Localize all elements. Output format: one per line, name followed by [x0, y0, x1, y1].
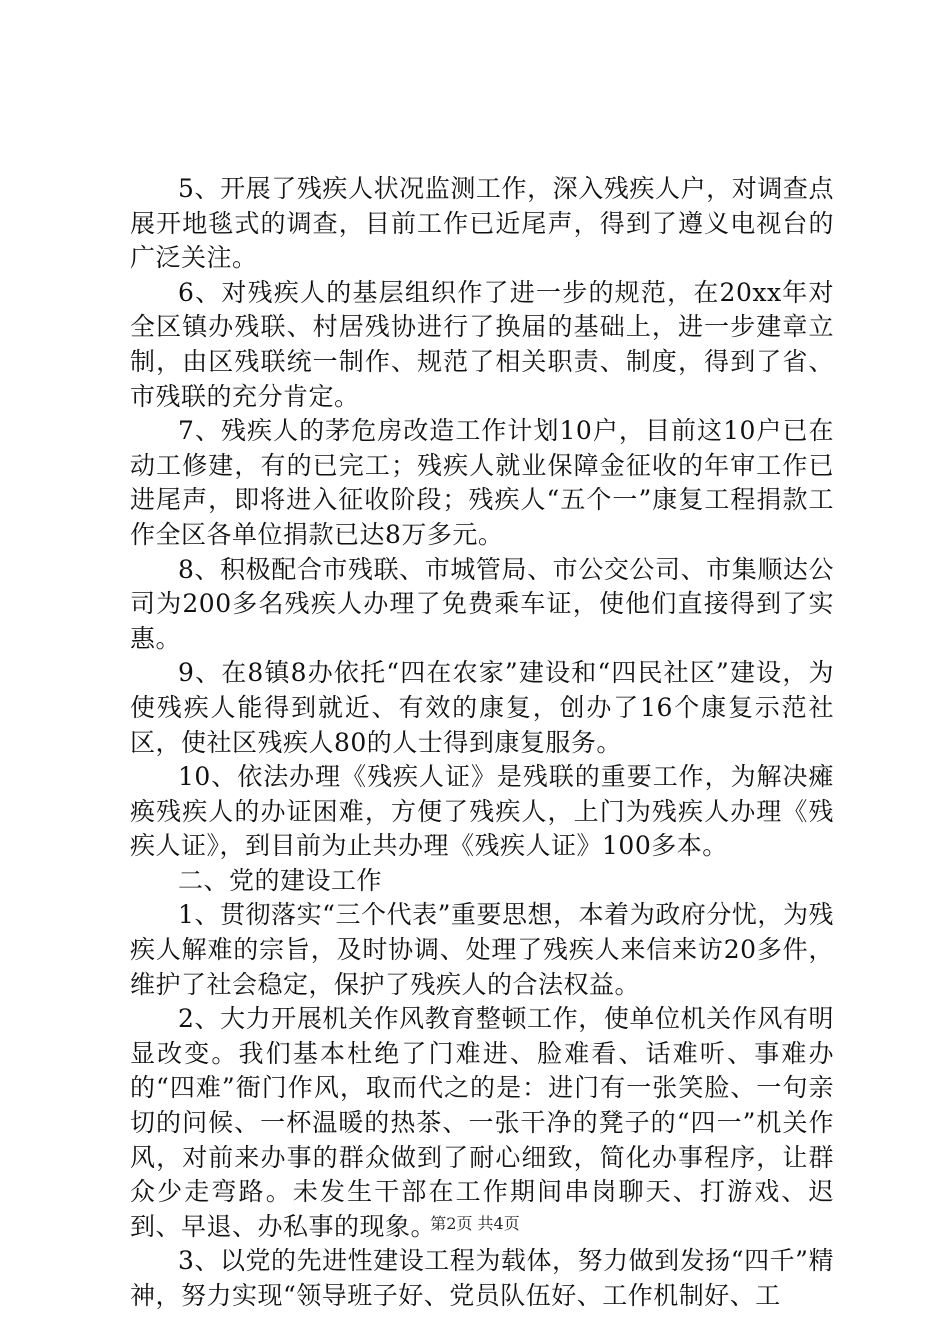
page-number-footer: 第2页 共4页 [430, 1214, 520, 1233]
party-paragraph-3: 3、以党的先进性建设工程为载体，努力做到发扬“四千”精神，努力实现“领导班子好、党员队伍好、工作机制好、工 [130, 1246, 834, 1310]
document-body [130, 172, 834, 1314]
party-paragraph-2: 2、大力开展机关作风教育整顿工作，使单位机关作风有明显改变。我们基本杜绝了门难进、脸难看、话难听、事难办的“四难”衙门作风，取而代之的是：进门有一张笑脸、一句亲切的问候、一杯温暖的热茶、一张干净的凳子的“四一”机关作风，对前来办事的群众做到了耐心细致，简化办事程序，让群众少走弯路。未发生干部在工作期间串岗聊天、打游戏、迟到、早退、办私事的现象。 [130, 1004, 834, 1241]
paragraph-item-10: 10、依法办理《残疾人证》是残联的重要工作，为解决瘫痪残疾人的办证困难，方便了残疾人，上门为残疾人办理《残疾人证》，到目前为止共办理《残疾人证》100多本。 [130, 762, 834, 861]
party-paragraph-1: 1、贯彻落实“三个代表”重要思想，本着为政府分忧，为残疾人解难的宗旨，及时协调、处理了残疾人来信来访20多件，维护了社会稳定，保护了残疾人的合法权益。 [130, 900, 834, 999]
paragraph-item-9: 9、在8镇8办依托“四在农家”建设和“四民社区”建设，为使残疾人能得到就近、有效的康复，创办了16个康复示范社区，使社区残疾人80的人士得到康复服务。 [130, 658, 834, 757]
paragraph-item-8: 8、积极配合市残联、市城管局、市公交公司、市集顺达公司为200多名残疾人办理了免费乘车证，使他们直接得到了实惠。 [130, 554, 834, 653]
paragraph-item-5: 5、开展了残疾人状况监测工作，深入残疾人户，对调查点展开地毯式的调查，目前工作已近尾声，得到了遵义电视台的广泛关注。 [130, 174, 834, 273]
section-heading: 二、党的建设工作 [178, 865, 383, 895]
paragraph-item-6: 6、对残疾人的基层组织作了进一步的规范，在20xx年对全区镇办残联、村居残协进行了换届的基础上，进一步建章立制，由区残联统一制作、规范了相关职责、制度，得到了省、市残联的充分肯定。 [130, 277, 834, 411]
paragraph-item-7: 7、残疾人的茅危房改造工作计划10户，目前这10户已在动工修建，有的已完工；残疾人就业保障金征收的年审工作已进尾声，即将进入征收阶段；残疾人“五个一”康复工程捐款工作全区各单位捐款已达8万多元。 [130, 416, 834, 549]
